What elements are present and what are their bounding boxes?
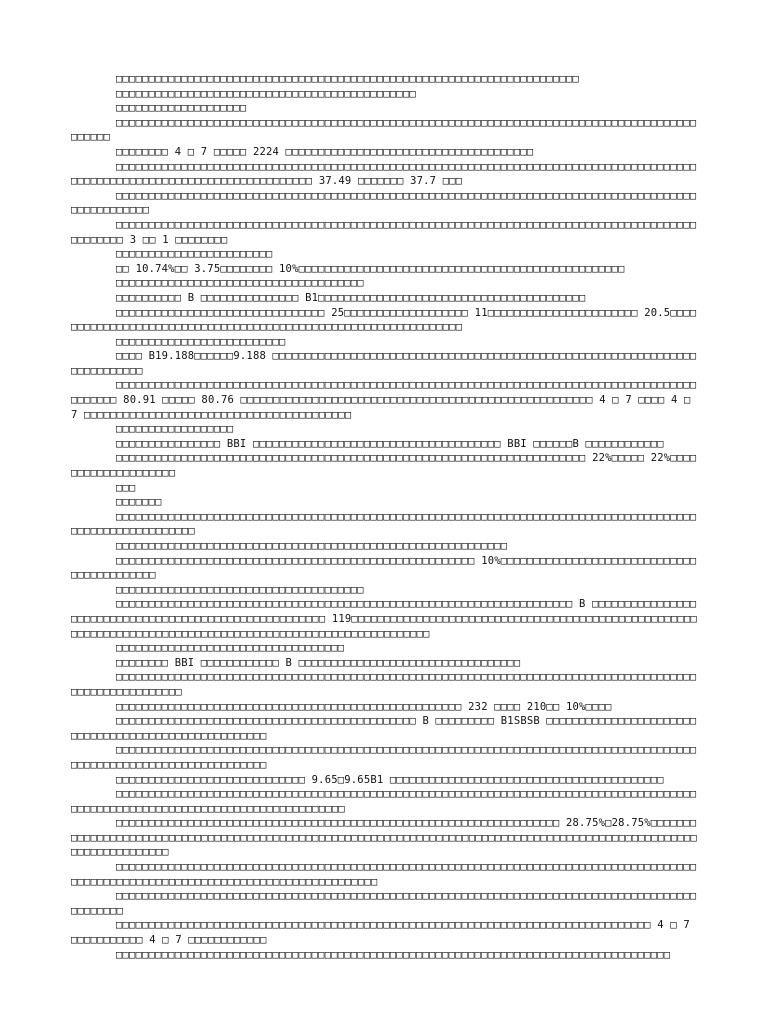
paragraph: □□□□□□□□□□□□□□□□□□: [116, 423, 234, 436]
paragraph: □□□□□□□□□□□□□□□□□□□□□□□□□□□□□□□□□□□□□□□□□□□□□□□□□□□□□□□□□□□□□□□□□□□□□□□□□□□□□□□□□□□□□□□□□□□□□□□□□□□□□□□□□□□□□□□□□□□□□□□: [71, 744, 697, 771]
paragraph: □□□□□□□□□□□□□□□□□□□□□□□□□□□□□□□□□□□□□□: [116, 583, 364, 596]
paragraph: □□□□□□□□□□□□□□□□□□□□: [116, 102, 247, 115]
paragraph: □□□□□□□□□□□□□□□□□□□□□□□□□□□□□□□□□□□□□□□□□□□□□□□□□□□□□□□□□□□□□□□□□□□□□□□: [116, 73, 580, 85]
document-body: [71, 72, 701, 962]
paragraph: □□□□□□□□□□ B □□□□□□□□□□□□□□□ B1□□□□□□□□□□□□□□□□□□□□□□□□□□□□□□□□□□□□□□□□□: [116, 291, 586, 304]
paragraph: □□□□□□□□□□□□□□□□□□□□□□□□□□□□□□□□□□□□□□□□□□□□□□□□□□□□□□□□□□□□□□□□□□□□□□□□□□□□□□□□□□□□□□□□□□□□□□□□□□□□□□□□□□□□□□□□□□□□□□□□□□□□□□ 37.49 □□□□□□□ 37.7 □□□: [71, 160, 697, 188]
paragraph: □□□□□□□□□□□□□□□□□□□□□□□□□□□□□□□□□□□□□□□□□□□□□□□□□□□□□□□□□□□□□□□□□□□□□□□□□□□□□□□□□□□□□□□□□□□□□□□□□□□□□: [71, 189, 697, 217]
paragraph: □□□□□□□□□□□□□□□□□□□□□□□□□□□□□□□□□□□□□□□□□□□□□□□□□□□□□□□□□□□□□□□□□□□□□□□□□□□□□□□□□□□□□□□□□□□□□□□□□□□□□□□□□□□□□□□□□□□□□□□□□□□□□□□□□□□□□□□□: [71, 861, 697, 888]
paragraph: □□□□□□□: [116, 496, 162, 509]
paragraph: □□□□□□□□□□□□□□□□□□□□□□□□: [116, 248, 273, 261]
paragraph: □□□□□□□□□□□□□□□□□□□□□□□□□□□□□□□□□□□□□□□□□□□□□□□□□□□□□□□□□□□□: [116, 540, 508, 552]
paragraph: □□□□□□□□□□□□□□□□□□□□□□□□□□□□□□□□□□□□□□□□□□□□□□□□□□□□□□□□□□□□□□□□□□□□ 28.75%□28.75%□□□□□□□□□□□□□□□□□□□□□□□□□□□□□□□□□□□□□□□□□□□□□□□□□□□□□□□□□□□□□□□□□□□□□□□□□□□□□□□□□□□□□□□□□□□□□□□□□□□□□□□□□□□□□□□□□□□□□□: [71, 817, 698, 859]
paragraph: □□□□□□□□ BBI □□□□□□□□□□□□ B □□□□□□□□□□□□□□□□□□□□□□□□□□□□□□□□□□: [116, 656, 521, 669]
paragraph: □□□□□□□□□□□□□□□□□□□□□□□□□□□□□□□□□□□□□□□□□□□□□□□□□□□□□□□□□□□□□□□□□□□□□□□□□□□□□□□□□□□□□□□□□□□□□□□□□ 3 □□ 1 □□□□□□□□: [71, 218, 697, 246]
paragraph: □□□□□□□□□□□□□□□□□□□□□□□□□□□□□□□□□□□□□□□□□□□□□□ B □□□□□□□□□ B1SBSB □□□□□□□□□□□□□□□□□□□□□□□□□□□□□□□□□□□□□□□□□□□□□□□□□□□□□: [71, 715, 697, 742]
paragraph: □□□□□□□□□□□□□□□□□□□□□□□□□□□□□□□□□□□□□□□□□□□□□□□□□□□□□□□□□□□□□□□□□□□□□□□□ 22%□□□□□ 22%□□□□□□□□□□□□□□□□□□□□: [71, 452, 697, 480]
paragraph: □□□□□□□□□□□□□□□□□□□□□□□□□□□□□□□□□□□□□□□□□□□□□□: [116, 87, 416, 100]
paragraph: □□□□□□□□□□□□□□□□□□□□□□□□□□□□□□□□□□□□□□□□□□□□□□□□□□□□□□□□□□□□□□□□□□□□□□□□□□□□□□□□□□ 4 □ 7 □□□□□□□□□□□ 4 □ 7 □□□□□□□□□□□□: [71, 919, 690, 947]
paragraph: □□□□□□□□□□□□□□□□□□□□□□□□□□□□□□□□□□□: [116, 642, 345, 655]
paragraph: □□□□□□□□□□□□□□□□□□□□□□□□□□□□□ 9.65□9.65B1 □□□□□□□□□□□□□□□□□□□□□□□□□□□□□□□□□□□□□□□□□□: [116, 773, 664, 786]
paragraph: □□□: [116, 481, 136, 494]
paragraph: □□□□□□□□□□□□□□□□□□□□□□□□□□□□□□□□□□□□□□□□□□□□□□□□□□□□□□□□□□□□□□□□□□□□□□□□□□□□□□□□□□□□□□□□□□□□□□□□□: [71, 890, 697, 917]
paragraph: □□□□□□□□□□□□□□□□□□□□□□□□□□□□□□□□□□□□□□: [116, 277, 364, 290]
paragraph: □□□□□□□□□□□□□□□□□□□□□□□□□□□□□□□□□□□□□□□□□□□□□□□□□□□□□□□□□□□□□□□□□□□□□□□□□□□□□□□□□□□□□: [116, 948, 671, 961]
paragraph: □□□□□□□□□□□□□□□□□□□□□□□□□□□□□□□□□□□□□□□□□□□□□□□□□□□□□ 232 □□□□ 210□□ 10%□□□□: [116, 700, 612, 713]
paragraph: □□□□□□□□□□□□□□□□ BBI □□□□□□□□□□□□□□□□□□□□□□□□□□□□□□□□□□□□□□ BBI □□□□□□B □□□□□□□□□□□□: [116, 437, 664, 450]
paragraph: □□□□□□□□□□□□□□□□□□□□□□□□□□□□□□□□□□□□□□□□□□□□□□□□□□□□□□□□□□□□□□□□□□□□□□□□□□□□□□□□□□□□□□□□□□□□□□□□□□□□□□□□□□□□□□□□□□□□□□□□□□□□□□□□□□□: [71, 788, 697, 815]
paragraph: □□□□□□□□ 4 □ 7 □□□□□ 2224 □□□□□□□□□□□□□□□□□□□□□□□□□□□□□□□□□□□□□□: [116, 145, 534, 158]
paragraph: □□□□□□□□□□□□□□□□□□□□□□□□□□□□□□□□□□□□□□□□□□□□□□□□□□□□□□□ 10%□□□□□□□□□□□□□□□□□□□□□□□□□□□□□□□□□□□□□□□□□□□: [71, 554, 697, 582]
paragraph: □□□□ B19.188□□□□□□9.188 □□□□□□□□□□□□□□□□□□□□□□□□□□□□□□□□□□□□□□□□□□□□□□□□□□□□□□□□□□□□□□□□□□□□□□□□□□□□: [71, 350, 697, 377]
paragraph: □□□□□□□□□□□□□□□□□□□□□□□□□□□□□□□□□□□□□□□□□□□□□□□□□□□□□□□□□□□□□□□□□□□□□□ B □□□□□□□□□□□□□□□□□□□□□□□□□□□□□□□□□□□□□□□□□□□□□□□□□□□□□□□ 119□□□□□□□□□□□□□□□□□□□□□□□□□□□□□□□□□□□□□□□□□□□□□□□□□□□□□□□□□□□□□□□□□□□□□□□□□□□□□□□□□□□□□□□□□□□□□□□□□□□□□□□□□□□□: [71, 598, 698, 640]
paragraph: □□□□□□□□□□□□□□□□□□□□□□□□□□□□□□□□□□□□□□□□□□□□□□□□□□□□□□□□□□□□□□□□□□□□□□□□□□□□□□□□□□□□□□□□□□□□□□□□□□□□□□□□□□: [71, 671, 697, 698]
paragraph: □□□□□□□□□□□□□□□□□□□□□□□□□□: [116, 335, 286, 348]
paragraph: □□□□□□□□□□□□□□□□□□□□□□□□□□□□□□□□□□□□□□□□□□□□□□□□□□□□□□□□□□□□□□□□□□□□□□□□□□□□□□□□□□□□□□□□□□□□□□□□ 80.91 □□□□□ 80.76 □□□□□□□□□□□□□□□□□□□□□□□□□□□□□□□□□□□□□□□□□□□□□□□□□□□□□□ 4 □ 7 □□□□ 4 □ 7 □□□□□□□□□□□□□□□□□□□□□□□□□□□□□□□□□□□□□□□□□: [71, 379, 697, 421]
paragraph: □□□□□□□□□□□□□□□□□□□□□□□□□□□□□□□□ 25□□□□□□□□□□□□□□□□□□□ 11□□□□□□□□□□□□□□□□□□□□□□□ 20.5□□□□□□□□□□□□□□□□□□□□□□□□□□□□□□□□□□□□□□□□□□□□□□□□□□□□□□□□□□□□□□□□: [71, 306, 697, 334]
paragraph: □□ 10.74%□□ 3.75□□□□□□□□ 10%□□□□□□□□□□□□□□□□□□□□□□□□□□□□□□□□□□□□□□□□□□□□□□□□□□: [116, 262, 625, 275]
paragraph: □□□□□□□□□□□□□□□□□□□□□□□□□□□□□□□□□□□□□□□□□□□□□□□□□□□□□□□□□□□□□□□□□□□□□□□□□□□□□□□□□□□□□□□□□□□□□□□□□□□□□□□□□□□□: [71, 510, 697, 538]
paragraph: □□□□□□□□□□□□□□□□□□□□□□□□□□□□□□□□□□□□□□□□□□□□□□□□□□□□□□□□□□□□□□□□□□□□□□□□□□□□□□□□□□□□□□□□□□□□□□□: [71, 116, 697, 144]
